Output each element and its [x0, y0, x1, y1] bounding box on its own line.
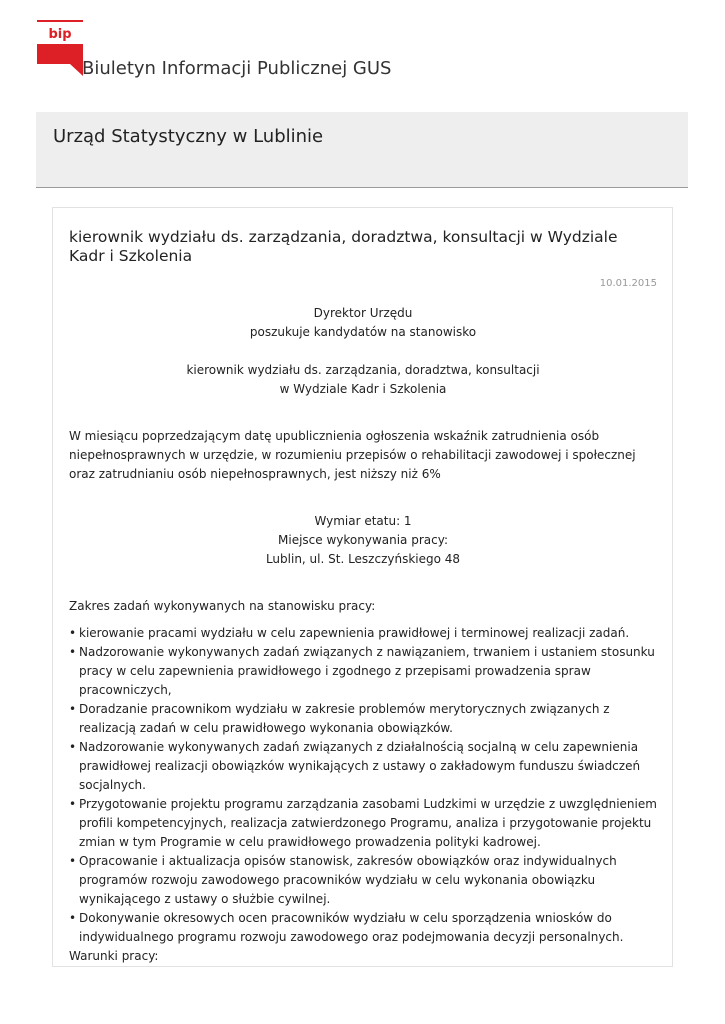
- bip-logo[interactable]: [37, 20, 83, 76]
- job-details: [69, 512, 657, 569]
- conditions-heading: Warunki pracy:: [69, 949, 159, 963]
- article-card: [52, 207, 673, 967]
- duty-item: • Doradzanie pracownikom wydziału w zakresie problemów merytorycznych związanych z realizacją zadań w celu prawidłowego wykonania obowiązków.: [79, 700, 657, 738]
- intro-block: [69, 304, 657, 342]
- duties-heading: Zakres zadań wykonywanych na stanowisku pracy:: [69, 599, 376, 613]
- duty-item: • Dokonywanie okresowych ocen pracowników wydziału w celu sporządzenia wniosków do indywidualnego programu rozwoju zawodowego oraz podejmowania decyzji personalnych.: [79, 909, 657, 947]
- bip-logo-graphic: [37, 20, 83, 76]
- position-line-1: kierownik wydziału ds. zarządzania, doradztwa, konsultacji: [186, 363, 540, 377]
- duty-item: • Opracowanie i aktualizacja opisów stanowisk, zakresów obowiązków oraz indywidualnych programów rozwoju zawodowego pracowników wydziału w celu wykonania obowiązku wynikającego z ustawy o służbie cywilnej.: [79, 852, 657, 909]
- article-title: kierownik wydziału ds. zarządzania, doradztwa, konsultacji w Wydziale Kadr i Szkolenia: [69, 228, 618, 265]
- duty-item: • Przygotowanie projektu programu zarządzania zasobami Ludzkimi w urzędzie z uwzględnieniem profili kompetencyjnych, realizacja zatwierdzonego Programu, analiza i przygotowanie projektu zmian w tym Programie w celu prawidłowego prowadzenia polityki kadrowej.: [79, 795, 657, 852]
- disability-notice: W miesiącu poprzedzającym datę upublicznienia ogłoszenia wskaźnik zatrudnienia osób niepełnosprawnych w urzędzie, w rozumieniu przepisów o rehabilitacji zawodowej i społecznej oraz zatrudnianiu osób niepełnosprawnych, jest niższy niż 6%: [69, 429, 636, 481]
- duty-item: • Nadzorowanie wykonywanych zadań związanych z nawiązaniem, trwaniem i ustaniem stosunku pracy w celu zapewnienia prawidłowego i zgodnego z przepisami prowadzenia spraw pracowniczych,: [79, 643, 657, 700]
- workplace-address: Lublin, ul. St. Leszczyńskiego 48: [265, 552, 461, 566]
- duty-item: • kierowanie pracami wydziału w celu zapewnienia prawidłowej i terminowej realizacji zadań.: [79, 624, 657, 643]
- unit-header: [36, 112, 688, 188]
- position-line-2: w Wydziale Kadr i Szkolenia: [279, 382, 447, 396]
- site-title[interactable]: Biuletyn Informacji Publicznej GUS: [82, 58, 392, 79]
- workplace-label: Miejsce wykonywania pracy:: [278, 533, 448, 547]
- duty-item: • Nadzorowanie wykonywanych zadań związanych z działalnością socjalną w celu zapewnienia prawidłowej realizacji obowiązków wynikających z ustawy o zakładowym funduszu świadczeń socjalnych.: [79, 738, 657, 795]
- duties-list: [69, 624, 657, 947]
- unit-name[interactable]: Urząd Statystyczny w Lublinie: [53, 126, 324, 147]
- fte-text: Wymiar etatu: 1: [314, 514, 412, 528]
- intro-line-1: Dyrektor Urzędu: [313, 306, 413, 320]
- article-date: 10.01.2015: [599, 278, 657, 289]
- intro-line-2: poszukuje kandydatów na stanowisko: [249, 325, 477, 339]
- logo-text: bip: [48, 27, 72, 42]
- position-block: [69, 361, 657, 399]
